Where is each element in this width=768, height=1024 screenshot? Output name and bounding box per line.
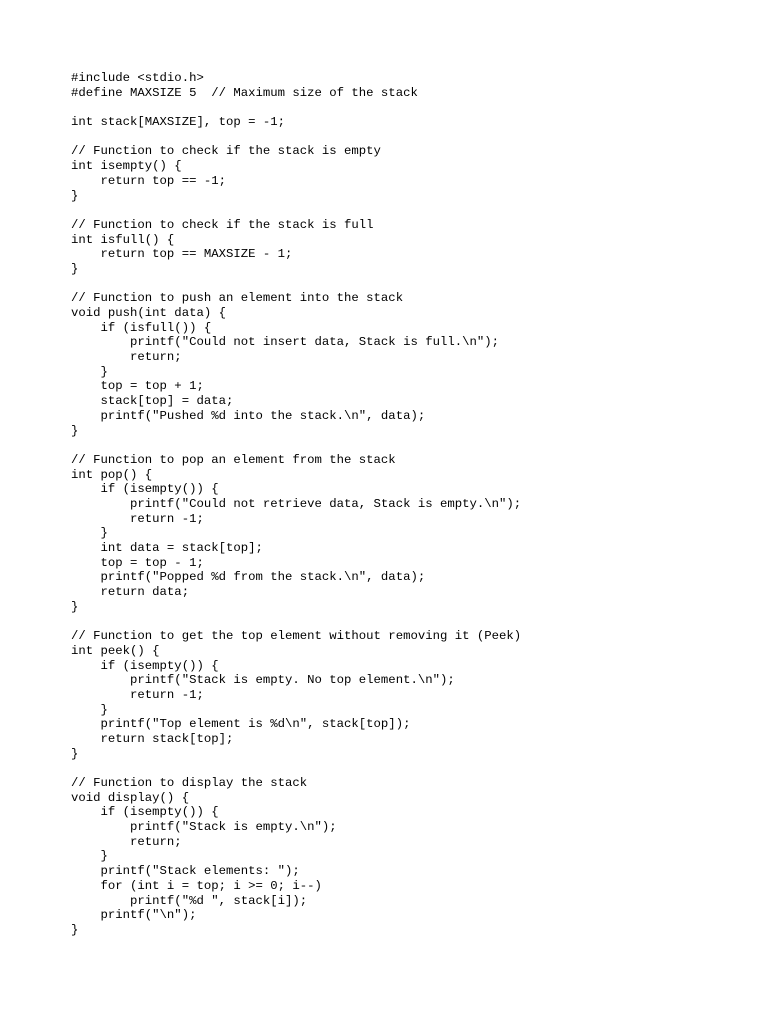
code-line: printf("Stack elements: "); (71, 864, 300, 879)
code-line: if (isfull()) { (71, 320, 212, 335)
code-line: return stack[top]; (71, 731, 234, 746)
code-line: void push(int data) { (71, 306, 226, 320)
code-line: #include <stdio.h> (71, 71, 204, 85)
code-line: } (71, 526, 108, 541)
code-line: int isempty() { (71, 159, 182, 174)
code-line: #define MAXSIZE 5 // Maximum size of the stack (71, 85, 418, 100)
code-line: return top == -1; (71, 173, 226, 188)
code-line: } (71, 849, 108, 864)
code-line: // Function to check if the stack is empty (71, 144, 381, 159)
code-line: if (isempty()) { (71, 482, 219, 497)
code-line (71, 130, 521, 145)
code-line: top = top + 1; (71, 379, 204, 394)
code-line: return data; (71, 585, 190, 600)
code-line: } (71, 599, 79, 614)
code-line: printf("Could not retrieve data, Stack is empty.\n"); (71, 496, 522, 511)
code-line: } (71, 188, 79, 203)
code-line: void display() { (71, 790, 190, 805)
code-line (71, 277, 521, 292)
code-line: int data = stack[top]; (71, 541, 263, 555)
code-line (71, 100, 521, 115)
code-line: int isfull() { (71, 232, 175, 247)
code-line: return; (71, 834, 182, 849)
code-line: top = top - 1; (71, 555, 204, 570)
code-line: printf("Pushed %d into the stack.\n", data); (71, 408, 426, 423)
code-line: } (71, 261, 79, 276)
code-line: // Function to pop an element from the stack (71, 452, 396, 467)
code-line: int peek() { (71, 643, 160, 658)
code-line: } (71, 746, 79, 761)
code-line: } (71, 702, 108, 717)
code-line: } (71, 364, 108, 379)
code-line: // Function to check if the stack is full (71, 217, 374, 232)
code-line: printf("Could not insert data, Stack is full.\n"); (71, 335, 500, 350)
code-line: printf("Popped %d from the stack.\n", data); (71, 570, 426, 585)
code-line: return top == MAXSIZE - 1; (71, 247, 293, 262)
code-line (71, 614, 521, 629)
code-line: printf("\n"); (71, 908, 197, 923)
code-line: printf("%d ", stack[i]); (71, 893, 308, 908)
code-line: return -1; (71, 687, 204, 702)
code-line (71, 761, 521, 776)
code-line: } (71, 922, 79, 937)
code-line: int pop() { (71, 467, 153, 482)
code-line (71, 438, 521, 453)
code-line: if (isempty()) { (71, 805, 219, 820)
code-line: // Function to push an element into the stack (71, 291, 404, 306)
code-line: printf("Stack is empty. No top element.\n"); (71, 673, 455, 688)
code-line: // Function to get the top element without removing it (Peek) (71, 629, 522, 644)
code-line: } (71, 423, 79, 438)
code-line (71, 203, 521, 218)
code-line: for (int i = top; i >= 0; i--) (71, 878, 322, 893)
code-line: printf("Stack is empty.\n"); (71, 820, 337, 835)
code-line: // Function to display the stack (71, 776, 308, 790)
code-line: if (isempty()) { (71, 658, 219, 673)
code-line: stack[top] = data; (71, 394, 234, 409)
code-line: return; (71, 350, 182, 365)
code-block (71, 71, 521, 938)
code-line: printf("Top element is %d\n", stack[top]); (71, 717, 411, 732)
code-line: int stack[MAXSIZE], top = -1; (71, 115, 286, 130)
code-line: return -1; (71, 511, 204, 526)
